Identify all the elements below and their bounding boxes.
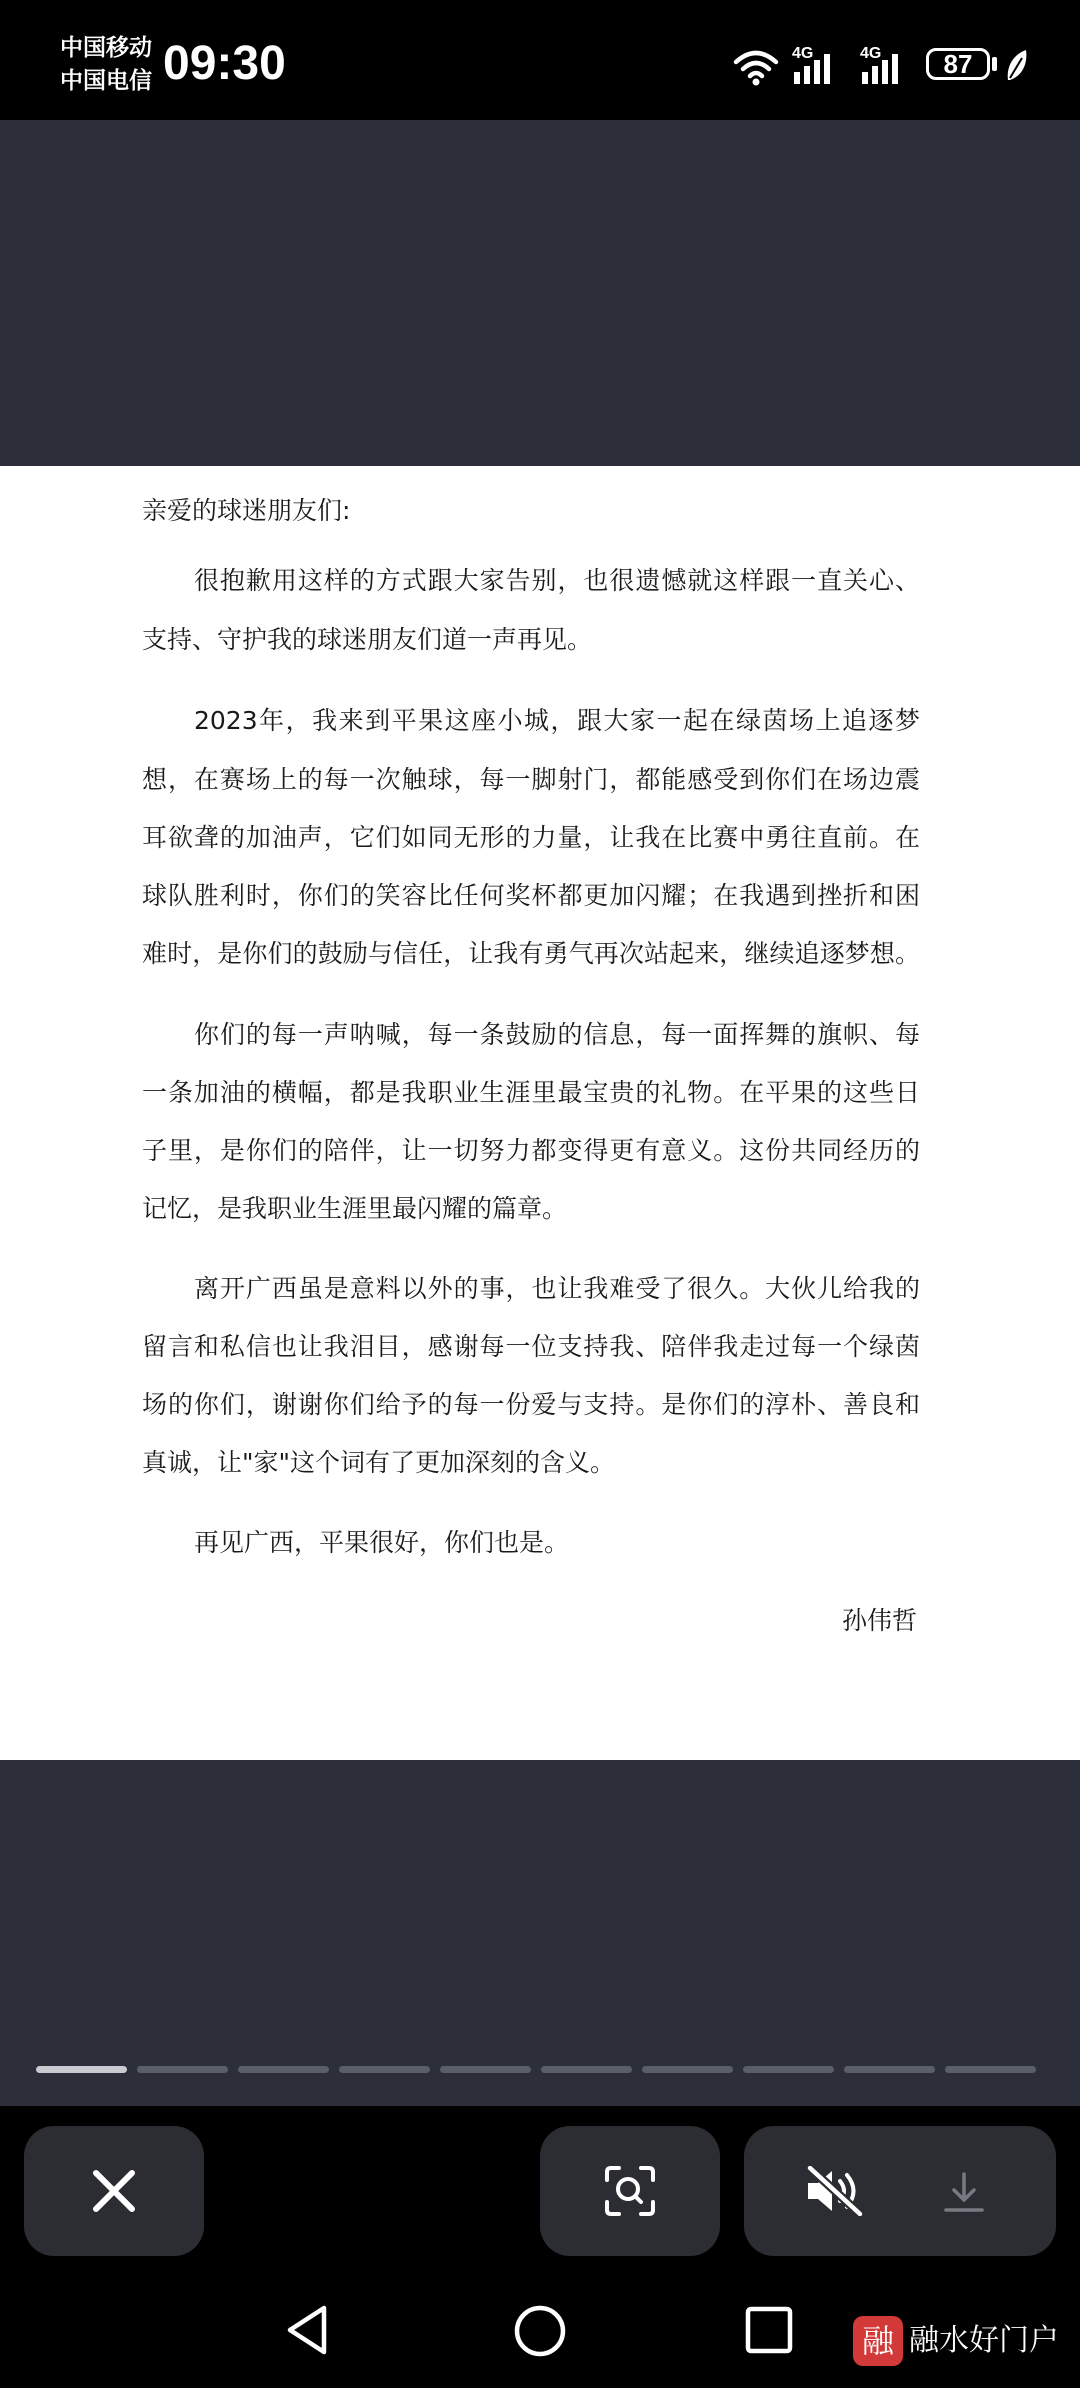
- status-bar: [0, 0, 1080, 120]
- status-indicators: [732, 44, 1032, 90]
- visual-search-icon: [603, 2164, 657, 2218]
- letter-line: 2023年，我来到平果这座小城，跟大家一起在绿茵场上追逐梦: [194, 706, 920, 735]
- progress-segment-active: [36, 2066, 127, 2073]
- viewer-background-bottom: [0, 1760, 1080, 2106]
- progress-segment: [642, 2066, 733, 2073]
- carrier-2: 中国电信: [60, 68, 152, 94]
- progress-segment: [238, 2066, 329, 2073]
- progress-segment: [541, 2066, 632, 2073]
- carrier-1: 中国移动: [60, 35, 152, 61]
- letter-line: 子里，是你们的陪伴，让一切努力都变得更有意义。这份共同经历的: [142, 1136, 920, 1165]
- viewer-background-top: [0, 120, 1080, 466]
- network-type-2: 4G: [860, 45, 882, 62]
- nav-recents-icon[interactable]: [745, 2306, 793, 2354]
- letter-line: 再见广西，平果很好，你们也是。: [194, 1528, 570, 1557]
- visual-search-button[interactable]: [540, 2126, 720, 2256]
- watermark-text: 融水好门户: [909, 2323, 1059, 2358]
- letter-line: 你们的每一声呐喊，每一条鼓励的信息，每一面挥舞的旗帜、每: [194, 1020, 920, 1049]
- letter-line: 一条加油的横幅，都是我职业生涯里最宝贵的礼物。在平果的这些日: [142, 1078, 920, 1107]
- watermark-logo: 融: [853, 2316, 903, 2366]
- battery-indicator: [926, 48, 990, 80]
- letter-page: [0, 466, 1080, 1760]
- download-icon[interactable]: [942, 2170, 986, 2214]
- letter-line: 难时，是你们的鼓励与信任，让我有勇气再次站起来，继续追逐梦想。: [142, 939, 920, 968]
- viewer-controls: [0, 2106, 1080, 2260]
- progress-segment: [844, 2066, 935, 2073]
- signal-1-icon: [792, 50, 840, 86]
- battery-tip-icon: [992, 57, 998, 71]
- battery-level: 87: [943, 49, 973, 79]
- letter-line: 想，在赛场上的每一次触球，每一脚射门，都能感受到你们在场边震: [142, 765, 920, 794]
- status-time: 09:30: [163, 37, 286, 90]
- close-button[interactable]: [24, 2126, 204, 2256]
- wifi-icon: [732, 48, 780, 86]
- letter-line: 真诚，让"家"这个词有了更加深刻的含义。: [142, 1448, 615, 1477]
- signal-2-icon: [860, 50, 908, 86]
- progress-segment: [743, 2066, 834, 2073]
- letter-line: 支持、守护我的球迷朋友们道一声再见。: [142, 625, 593, 654]
- progress-segment: [945, 2066, 1036, 2073]
- close-icon: [92, 2169, 136, 2213]
- letter-greeting: 亲爱的球迷朋友们:: [142, 496, 351, 525]
- letter-line: 离开广西虽是意料以外的事，也让我难受了很久。大伙儿给我的: [194, 1274, 920, 1303]
- progress-segment: [339, 2066, 430, 2073]
- leaf-icon: [1004, 46, 1030, 84]
- nav-home-icon[interactable]: [513, 2304, 567, 2358]
- nav-back-icon[interactable]: [284, 2304, 330, 2356]
- letter-signature: 孙伟哲: [841, 1606, 917, 1635]
- network-type-1: 4G: [792, 45, 814, 62]
- progress-segment: [137, 2066, 228, 2073]
- letter-line: 很抱歉用这样的方式跟大家告别，也很遗憾就这样跟一直关心、: [194, 566, 920, 595]
- letter-line: 场的你们，谢谢你们给予的每一份爱与支持。是你们的淳朴、善良和: [142, 1390, 920, 1419]
- page-progress: [36, 2066, 1038, 2073]
- speaker-muted-icon[interactable]: [804, 2166, 866, 2216]
- progress-segment: [440, 2066, 531, 2073]
- letter-line: 记忆，是我职业生涯里最闪耀的篇章。: [142, 1194, 568, 1223]
- letter-line: 耳欲聋的加油声，它们如同无形的力量，让我在比赛中勇往直前。在: [142, 823, 920, 852]
- carrier-names: [60, 32, 152, 98]
- letter-line: 球队胜利时，你们的笑容比任何奖杯都更加闪耀；在我遇到挫折和困: [142, 881, 920, 910]
- letter-line: 留言和私信也让我泪目，感谢每一位支持我、陪伴我走过每一个绿茵: [142, 1332, 920, 1361]
- media-actions-group: [744, 2126, 1056, 2256]
